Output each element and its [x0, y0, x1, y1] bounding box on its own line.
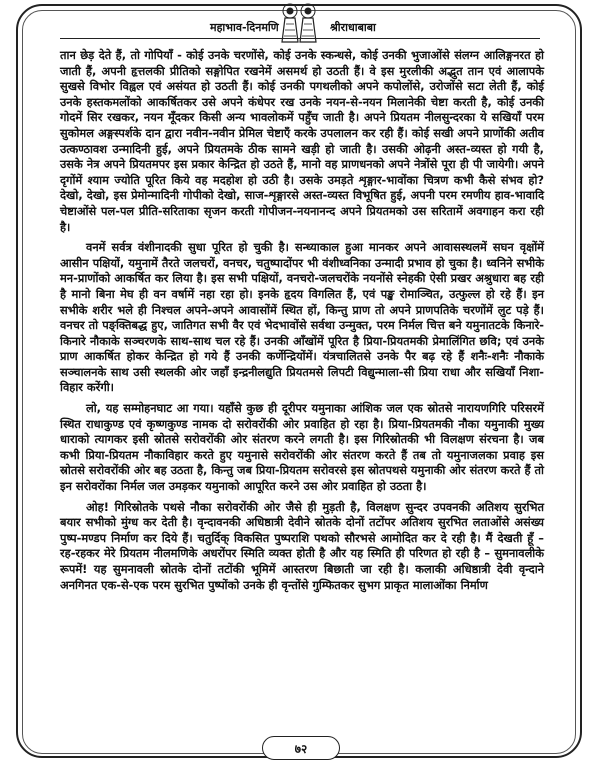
header-left-title: महाभाव-दिनमणि: [210, 21, 279, 34]
paragraph: वनमें सर्वत्र वंशीनादकी सुधा पूरित हो चुकी है। सन्ध्याकाल हुआ मानकर अपने आवासस्थलमें सघन वृक्षोंमें आसीन पक्षियों, यमुनामें तैरते जलचरों, वनचर, चतुष्पादोंपर भी वंशीध्वनिका उन्मादी प्रभाव हो चुका है। ध्वनिने सभीके मन-प्राणोंको आकर्षित कर लिया है। इस सभी पक्षियों, वनचरो-जलचरोंके नयनोंसे स्नेहकी ऐसी प्रखर अश्रुधारा बह रही है मानो बिना मेघ ही वन वर्षामें नहा रहा हो। इनके हृदय विगलित हैं, एवं पङ्ख रोमाञ्चित, उत्फुल्ल हो रहे हैं। इन सभीके शरीर भले ही निश्चल अपने-अपने आवासोंमें स्थित हों, किन्तु प्राण तो अपने प्राणपतिके चरणोंमें लुट पड़े हैं। वनचर तो पङ्क्तिबद्ध हुए, जातिगत सभी वैर एवं भेदभावोंसे सर्वथा उन्मुक्त, परम निर्मल चित्त बने यमुनातटके किनारे-किनारे नौकाके सञ्चरणके साथ-साथ चल रहे हैं। उनकी आँखोंमें पूरित है प्रिया-प्रियतमकी प्रेमालिंगित छवि; एवं उनके प्राण आकर्षित होकर केन्द्रित हो गये हैं उनकी कर्णेन्द्रियोंमें। यंत्रचालितसे उनके पैर बढ़ रहे हैं शनैः-शनैः नौकाके सञ्चालनके साथ उसी स्थलकी ओर जहाँ इन्द्रनीलद्युति प्रियतमसे लिपटी विद्युन्माला-सी प्रिया राधा और सखियाँ निशा-विहार करेंगी।: [60, 240, 544, 395]
page-number: ७२: [294, 741, 308, 756]
paragraph: तान छेड़ देते हैं, तो गोपियाँ - कोई उनके चरणोंसे, कोई उनके स्कन्धसे, कोई उनकी भुजाओंसे संलग्न आलिङ्गनरत हो जाती हैं, अपनी हृत्तलकी प्रीतिको सङ्गोपित रखनेमें असमर्थ हो उठती हैं। वे इस मुरलीकी अद्भुत तान एवं आलापके सुखसे विभोर विह्वल एवं असंयत हो उठती हैं। कोई उनकी पगथलीको अपने कपोलोंसे, उरोजोंसे सटा लेती हैं, कोई उनके हस्तकमलोंको आकर्षितकर उसे अपने कंधेपर रख उनके नयन-से-नयन मिलानेकी चेष्टा करती है, कोई उनकी गोदमें सिर रखकर, नयन मूँदकर किसी अन्य भावलोकमें पहुँच जाती है। अपने प्रियतम नीलसुन्दरका ये सखियाँ परम सुकोमल अङ्गस्पर्शके दान द्वारा नवीन-नवीन प्रेमिल चेष्टाएँ करके उपलालन कर रही हैं। कोई सखी अपने प्राणोंकी अतीव उत्कण्ठावश उन्मादिनी हुई, अपने प्रियतमके ठीक सामने खड़ी हो जाती है। उसकी ओढ़नी अस्त-व्यस्त हो गयी है, उसके नेत्र अपने प्रियतमपर इस प्रकार केन्द्रित हो उठते हैं, मानो वह प्राणधनको अपने नेत्रोंसे पूरा ही पी जायेगी। अपने दृगोंमें श्याम ज्योति पूरित किये वह मदहोश हो उठी है। उसके उमड़ते शृङ्गार-भावोंका चित्रण कभी कैसे संभव हो? देखो, देखो, इस प्रेमोन्मादिनी गोपीको देखो, साज-शृङ्गारसे अस्त-व्यस्त विभूषित हुई, अपनी परम रमणीय हाव-भावादि चेष्टाओंसे पल-पल प्रीति-सरिताका सृजन करती गोपीजन-नयनानन्द अपने प्रियतमको उस सरितामें अवगाहन करा रही है।: [60, 48, 544, 234]
paragraph: ओह! गिरिस्रोतके पथसे नौका सरोवरोंकी ओर जैसे ही मुड़ती है, विलक्षण सुन्दर उपवनकी अतिशय सुरभित बयार सभीको मुंग्ध कर देती है। वृन्दावनकी अधिष्ठात्री देवीने स्रोतके दोनों तटोंपर अतिशय सुरभित लताओंसे असंख्य पुष्प-मण्डप निर्माण कर दिये हैं। चतुर्दिक् विकसित पुष्पराशि पथको सौरभसे आमोदित कर दे रही है। मैं देखती हूँ – रह-रहकर मेरे प्रियतम नीलमणिके अधरोंपर स्मिति व्यक्त होती है और यह स्मिति ही परिणत हो रही है – सुमनावलीके रूपमें! यह सुमनावली स्रोतके दोनों तटोंकी भूमिमें आस्तरण बिछाती जा रही है। कलाकी अधिष्ठात्री देवी वृन्दाने अनगिनत एक-से-एक परम सुरभित पुष्पोंको उनके ही वृन्तोंसे गुम्फितकर सुभग प्राकृत मालाओंका निर्माण: [60, 499, 545, 592]
body-text: [60, 48, 544, 598]
paragraph: लो, यह सम्मोहनघाट आ गया। यहाँसे कुछ ही दूरीपर यमुनाका आंशिक जल एक स्रोतसे नारायणगिरि परिसरमें स्थित राधाकुण्ड एवं कृष्णकुण्ड नामक दो सरोवरोंकी ओर प्रवाहित हो रहा है। प्रिया-प्रियतमकी नौका यमुनाकी मुख्य धाराको त्यागकर इसी स्रोतसे सरोवरोंकी ओर संतरण करने लगती है। इस गिरिस्रोतकी भी विलक्षण संरचना है। जब कभी प्रिया-प्रियतम नौकाविहार करते हुए यमुनासे सरोवरोंकी ओर संतरण करते हैं तब तो यमुनाजलका प्रवाह इस स्रोतसे सरोवरोंकी ओर बह उठता है, किन्तु जब प्रिया-प्रियतम सरोवरसे इस स्रोतपथसे यमुनाकी ओर संतरण करते हैं तो इन सरोवरोंका निर्मल जल उमड़कर यमुनाको आपूरित करने उस ओर प्रवाहित हो उठता है।: [60, 401, 544, 494]
header-right-title: श्रीराधाबाबा: [330, 21, 376, 34]
page-number-badge: [262, 736, 340, 760]
page-header: [0, 0, 600, 46]
header-divider: [60, 38, 540, 39]
